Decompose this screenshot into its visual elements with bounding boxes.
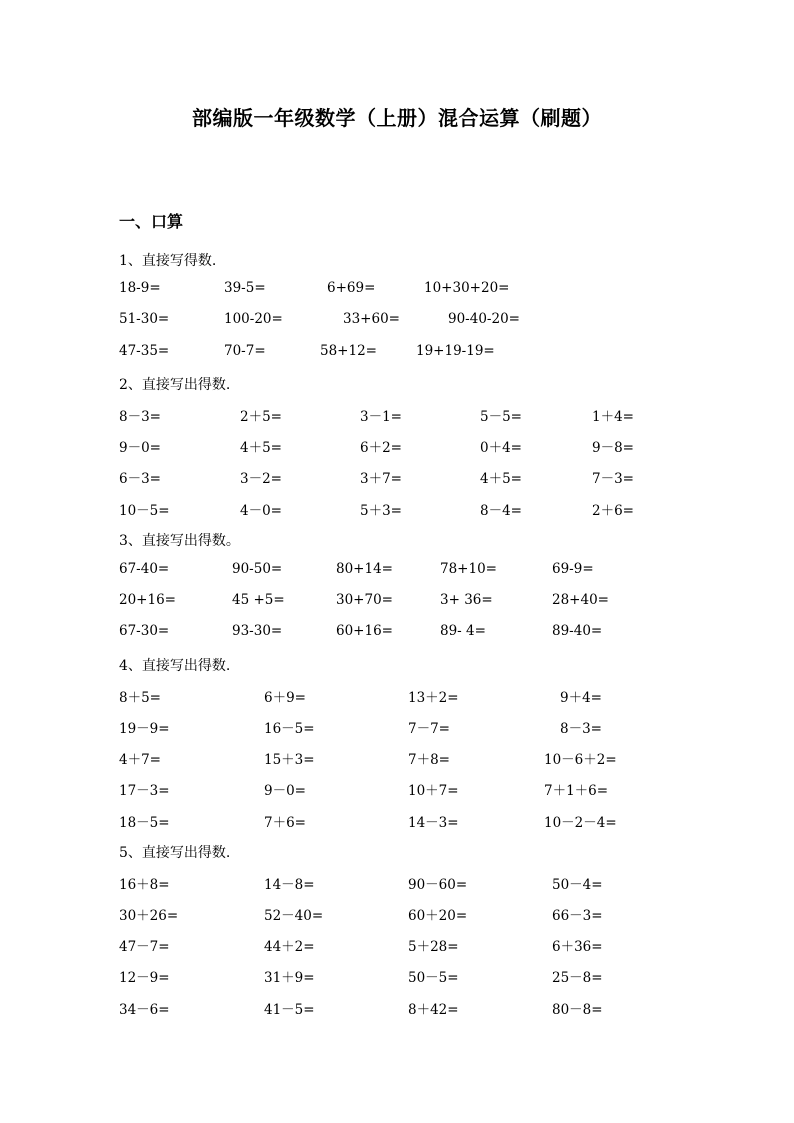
math-problem: 12－9= bbox=[119, 970, 170, 986]
math-problem: 8＋42= bbox=[408, 1002, 459, 1018]
math-problem: 7＋6= bbox=[264, 815, 306, 831]
math-problem: 18－5= bbox=[119, 815, 170, 831]
math-problem: 89-40= bbox=[552, 623, 603, 639]
math-problem: 4－0= bbox=[240, 503, 282, 519]
math-problem: 69-9= bbox=[552, 561, 594, 577]
math-problem: 90－60= bbox=[408, 877, 468, 893]
math-problem: 14－8= bbox=[264, 877, 315, 893]
math-problem: 9－8= bbox=[592, 440, 634, 456]
problem-row bbox=[0, 686, 794, 704]
math-problem: 25－8= bbox=[552, 970, 603, 986]
problem-row bbox=[0, 436, 794, 454]
math-problem: 6＋2= bbox=[360, 440, 402, 456]
math-problem: 80+14= bbox=[336, 561, 393, 577]
problem-row bbox=[0, 311, 794, 329]
problem-row bbox=[0, 904, 794, 922]
math-problem: 93-30= bbox=[232, 623, 283, 639]
problem-row bbox=[0, 966, 794, 984]
math-problem: 19+19-19= bbox=[416, 343, 495, 359]
exercise-heading: 2、直接写出得数. bbox=[119, 377, 231, 393]
math-problem: 17－3= bbox=[119, 783, 170, 799]
problem-row bbox=[0, 779, 794, 797]
math-problem: 2＋6= bbox=[592, 503, 634, 519]
math-problem: 9－0= bbox=[264, 783, 306, 799]
problem-row bbox=[0, 873, 794, 891]
math-problem: 7＋1＋6= bbox=[544, 783, 609, 799]
problem-row bbox=[0, 717, 794, 735]
math-problem: 10－5= bbox=[119, 503, 170, 519]
math-problem: 0＋4= bbox=[480, 440, 522, 456]
math-problem: 8－3= bbox=[560, 721, 602, 737]
math-problem: 47-35= bbox=[119, 343, 170, 359]
math-problem: 9＋4= bbox=[560, 690, 602, 706]
math-problem: 90-40-20= bbox=[448, 311, 520, 327]
math-problem: 31＋9= bbox=[264, 970, 315, 986]
math-problem: 60+16= bbox=[336, 623, 393, 639]
math-problem: 4＋5= bbox=[480, 471, 522, 487]
section-heading: 一、口算 bbox=[119, 212, 184, 231]
math-problem: 6＋9= bbox=[264, 690, 306, 706]
math-problem: 7＋8= bbox=[408, 752, 450, 768]
math-problem: 9－0= bbox=[119, 440, 161, 456]
math-problem: 1＋4= bbox=[592, 409, 634, 425]
math-problem: 18-9= bbox=[119, 280, 161, 296]
math-problem: 10+30+20= bbox=[424, 280, 510, 296]
math-problem: 16－5= bbox=[264, 721, 315, 737]
math-problem: 45 +5= bbox=[232, 592, 285, 608]
math-problem: 15＋3= bbox=[264, 752, 315, 768]
math-problem: 16＋8= bbox=[119, 877, 170, 893]
math-problem: 8－4= bbox=[480, 503, 522, 519]
math-problem: 8－3= bbox=[119, 409, 161, 425]
math-problem: 44＋2= bbox=[264, 939, 315, 955]
math-problem: 78+10= bbox=[440, 561, 497, 577]
math-problem: 30+70= bbox=[336, 592, 393, 608]
math-problem: 30＋26= bbox=[119, 908, 179, 924]
math-problem: 52－40= bbox=[264, 908, 324, 924]
problem-row bbox=[0, 748, 794, 766]
math-problem: 5＋28= bbox=[408, 939, 459, 955]
math-problem: 7－7= bbox=[408, 721, 450, 737]
problem-row bbox=[0, 623, 794, 641]
math-problem: 51-30= bbox=[119, 311, 170, 327]
math-problem: 67-30= bbox=[119, 623, 170, 639]
math-problem: 70-7= bbox=[224, 343, 266, 359]
math-problem: 13＋2= bbox=[408, 690, 459, 706]
math-problem: 6－3= bbox=[119, 471, 161, 487]
math-problem: 50－5= bbox=[408, 970, 459, 986]
math-problem: 10－2－4= bbox=[544, 815, 617, 831]
exercise-heading: 4、直接写出得数. bbox=[119, 658, 231, 674]
math-problem: 10－6＋2= bbox=[544, 752, 617, 768]
math-problem: 5－5= bbox=[480, 409, 522, 425]
math-problem: 4＋5= bbox=[240, 440, 282, 456]
math-problem: 66－3= bbox=[552, 908, 603, 924]
math-problem: 3－1= bbox=[360, 409, 402, 425]
math-problem: 67-40= bbox=[119, 561, 170, 577]
math-problem: 47－7= bbox=[119, 939, 170, 955]
math-problem: 5＋3= bbox=[360, 503, 402, 519]
exercise-heading: 5、直接写出得数. bbox=[119, 845, 231, 861]
problem-row bbox=[0, 467, 794, 485]
math-problem: 8＋5= bbox=[119, 690, 161, 706]
math-problem: 50－4= bbox=[552, 877, 603, 893]
math-problem: 7－3= bbox=[592, 471, 634, 487]
math-problem: 60＋20= bbox=[408, 908, 468, 924]
math-problem: 3＋7= bbox=[360, 471, 402, 487]
math-problem: 89- 4= bbox=[440, 623, 486, 639]
math-problem: 80－8= bbox=[552, 1002, 603, 1018]
problem-row bbox=[0, 561, 794, 579]
problem-row bbox=[0, 935, 794, 953]
math-problem: 20+16= bbox=[119, 592, 176, 608]
problem-row bbox=[0, 811, 794, 829]
math-problem: 3+ 36= bbox=[440, 592, 493, 608]
exercise-heading: 3、直接写出得数。 bbox=[119, 533, 240, 549]
problem-row bbox=[0, 405, 794, 423]
exercise-heading: 1、直接写得数. bbox=[119, 253, 217, 269]
math-problem: 90-50= bbox=[232, 561, 283, 577]
problem-row bbox=[0, 280, 794, 298]
math-problem: 28+40= bbox=[552, 592, 609, 608]
problem-row bbox=[0, 998, 794, 1016]
math-problem: 14－3= bbox=[408, 815, 459, 831]
math-problem: 58+12= bbox=[320, 343, 377, 359]
problem-row bbox=[0, 343, 794, 361]
math-problem: 41－5= bbox=[264, 1002, 315, 1018]
math-problem: 10＋7= bbox=[408, 783, 459, 799]
problem-row bbox=[0, 592, 794, 610]
problem-row bbox=[0, 499, 794, 517]
math-problem: 34－6= bbox=[119, 1002, 170, 1018]
math-problem: 39-5= bbox=[224, 280, 266, 296]
page-title: 部编版一年级数学（上册）混合运算（刷题） bbox=[192, 106, 602, 130]
math-problem: 6+69= bbox=[327, 280, 376, 296]
math-problem: 2＋5= bbox=[240, 409, 282, 425]
math-problem: 100-20= bbox=[224, 311, 283, 327]
math-problem: 3－2= bbox=[240, 471, 282, 487]
math-problem: 4＋7= bbox=[119, 752, 161, 768]
math-problem: 19－9= bbox=[119, 721, 170, 737]
math-problem: 33+60= bbox=[343, 311, 400, 327]
math-problem: 6＋36= bbox=[552, 939, 603, 955]
